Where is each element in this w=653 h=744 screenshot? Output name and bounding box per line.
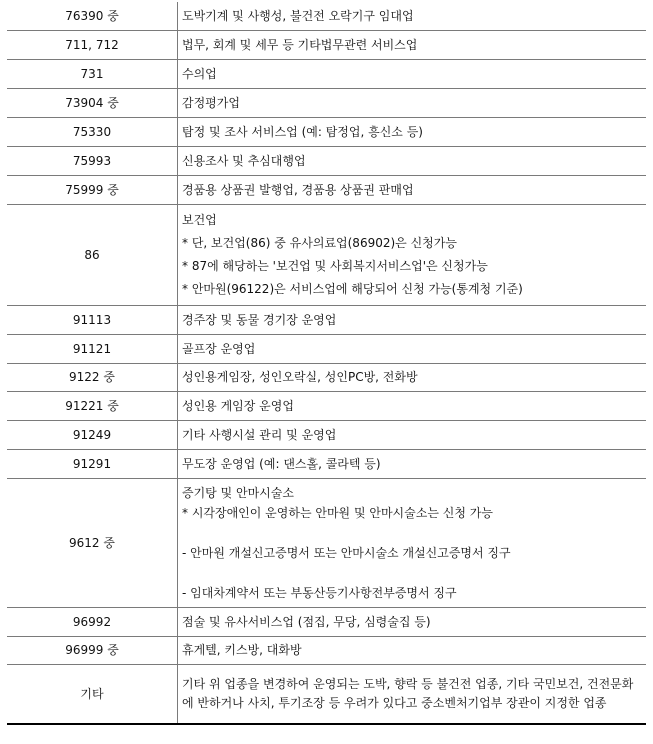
industry-code-cell: 91113 [7,305,178,334]
industry-desc-cell [178,30,647,59]
industry-code-cell: 기타 [7,664,178,724]
industry-desc-cell [178,117,647,146]
industry-desc-cell [178,420,647,449]
table-row [7,204,646,305]
desc-line: 성인용 게임장 운영업 [182,398,294,413]
table-row [7,363,646,391]
industry-code-cell: 91249 [7,420,178,449]
table-row [7,449,646,478]
desc-note-line: - 임대차계약서 또는 부동산등기사항전부증명서 징구 [182,585,457,600]
industry-code-cell: 96992 [7,607,178,636]
industry-code-cell: 91291 [7,449,178,478]
table-row [7,334,646,363]
desc-line: 신용조사 및 추심대행업 [182,153,306,168]
desc-line: 성인용게임장, 성인오락실, 성인PC방, 전화방 [182,370,418,384]
table-row [7,391,646,420]
table-row [7,636,646,664]
table-row [7,146,646,175]
industry-desc-cell [178,2,647,30]
table-row [7,88,646,117]
table-row [7,305,646,334]
industry-desc-cell [178,305,647,334]
desc-line: 증기탕 및 안마시술소 [182,485,294,500]
table-row [7,59,646,88]
desc-note-line: * 시각장애인이 운영하는 안마원 및 안마시술소는 신청 가능 [182,505,493,520]
industry-code-cell: 86 [7,204,178,305]
desc-line: 경주장 및 동물 경기장 운영업 [182,312,337,327]
table-row [7,175,646,204]
desc-note-line: * 단, 보건업(86) 중 유사의료업(86902)은 신청가능 [182,235,457,250]
industry-exclusion-table [7,2,646,725]
desc-line: 휴게텔, 키스방, 대화방 [182,643,302,657]
desc-line: 탐정 및 조사 서비스업 (예: 탐정업, 흥신소 등) [182,124,423,139]
industry-code-cell: 75999 중 [7,175,178,204]
industry-desc-cell [178,59,647,88]
table-row [7,420,646,449]
desc-blank-line [182,523,646,543]
table-row [7,30,646,59]
industry-desc-cell [178,88,647,117]
desc-line: 경품용 상품권 발행업, 경품용 상품권 판매업 [182,182,414,197]
industry-desc-cell [178,175,647,204]
desc-line: 무도장 운영업 (예: 댄스홀, 콜라텍 등) [182,456,381,471]
desc-line: 감정평가업 [182,95,240,110]
desc-line: 도박기계 및 사행성, 불건전 오락기구 임대업 [182,8,414,23]
industry-code-cell: 731 [7,59,178,88]
table-row [7,664,646,724]
industry-code-cell: 91121 [7,334,178,363]
industry-desc-cell [178,664,647,724]
industry-desc-cell [178,363,647,391]
desc-line: 법무, 회계 및 세무 등 기타법무관련 서비스업 [182,37,418,52]
industry-code-cell: 75993 [7,146,178,175]
desc-line: 보건업 [182,212,217,227]
industry-desc-cell [178,334,647,363]
industry-code-cell: 9612 중 [7,478,178,607]
desc-note-line: * 87에 해당하는 '보건업 및 사회복지서비스업'은 신청가능 [182,258,488,273]
desc-line: 기타 사행시설 관리 및 운영업 [182,427,337,442]
desc-note-line: - 안마원 개설신고증명서 또는 안마시술소 개설신고증명서 징구 [182,545,511,560]
table-row [7,2,646,30]
industry-desc-cell [178,478,647,607]
industry-code-cell: 96999 중 [7,636,178,664]
industry-desc-cell [178,391,647,420]
table-row [7,607,646,636]
industry-code-cell: 91221 중 [7,391,178,420]
industry-code-cell: 76390 중 [7,2,178,30]
table-row [7,478,646,607]
industry-desc-cell [178,204,647,305]
industry-code-cell: 75330 [7,117,178,146]
industry-desc-cell [178,146,647,175]
industry-desc-cell [178,607,647,636]
industry-code-cell: 9122 중 [7,363,178,391]
desc-note-line: * 안마원(96122)은 서비스업에 해당되어 신청 가능(통계청 기준) [182,281,523,296]
industry-desc-cell [178,636,647,664]
desc-line: 골프장 운영업 [182,341,256,356]
industry-code-cell: 73904 중 [7,88,178,117]
desc-paragraph: 기타 위 업종을 변경하여 운영되는 도박, 향락 등 불건전 업종, 기타 국민보건, 건전문화에 반하거나 사치, 투기조장 등 우려가 있다고 중소벤처기업부 장관이 지정한 업종 [182,676,634,710]
desc-line: 수의업 [182,66,217,81]
desc-line: 점술 및 유사서비스업 (점집, 무당, 심령술집 등) [182,614,431,629]
desc-blank-line [182,563,646,583]
industry-desc-cell [178,449,647,478]
industry-code-cell: 711, 712 [7,30,178,59]
table-row [7,117,646,146]
